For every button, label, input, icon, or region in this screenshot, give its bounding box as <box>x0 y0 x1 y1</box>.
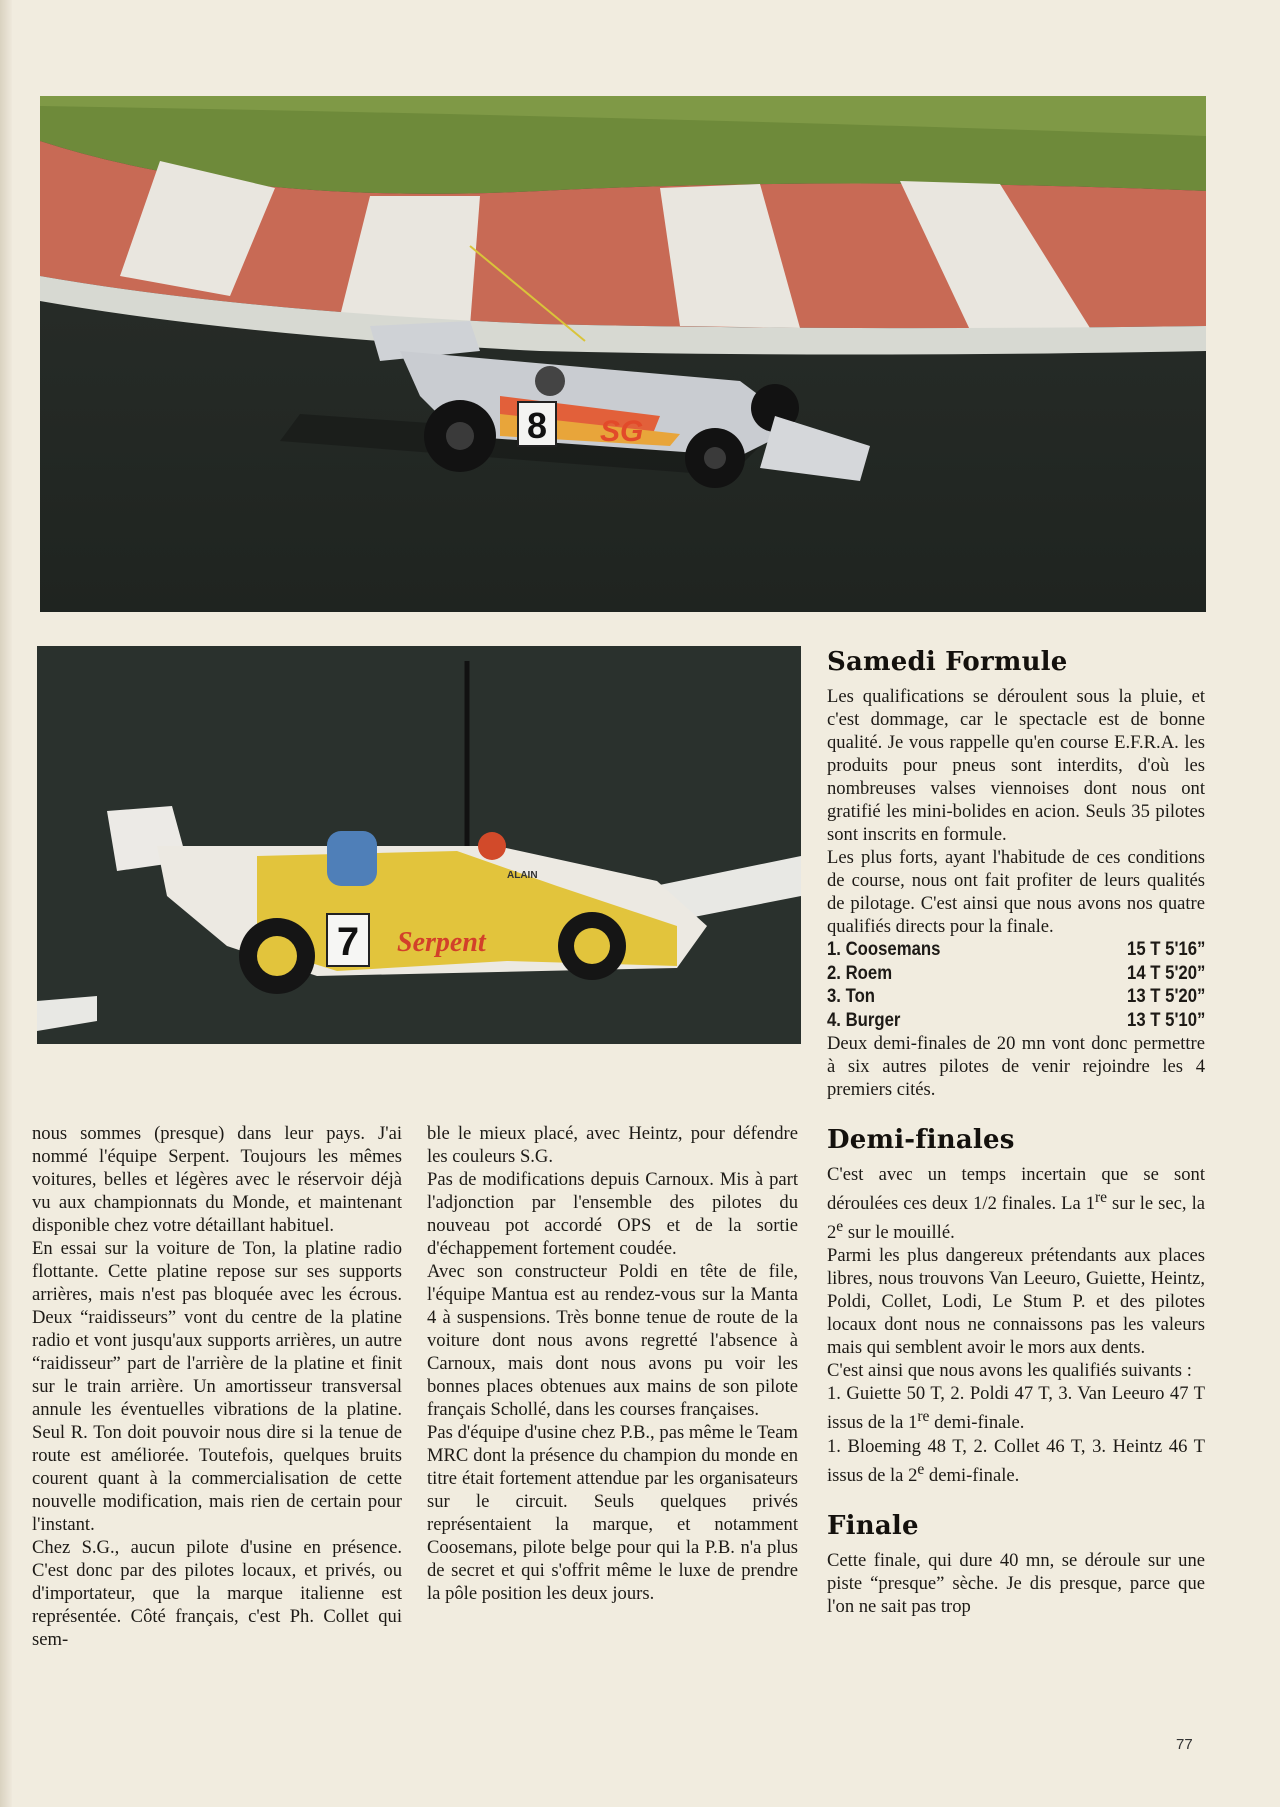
car-logo-sg: SG <box>600 415 644 448</box>
article-column-middle <box>427 1122 798 1605</box>
photo-sports-car-7 <box>37 646 801 1044</box>
paragraph: Deux demi-finales de 20 mn vont donc permettre à six autres pilotes de venir rejoindre les 4 premiers cités. <box>827 1033 1205 1100</box>
article-column-left <box>32 1122 402 1651</box>
qualification-results <box>827 938 1205 1032</box>
section-heading-finale: Finale <box>827 1510 919 1541</box>
paragraph: Avec son constructeur Poldi en tête de file, l'équipe Mantua est au rendez-vous sur la Manta 4 à suspensions. Très bonne tenue de route de la voiture dont nous avons regretté l'absence à Carnoux, mais dont nous avons pu voir les bonnes places obtenues aux mains de son pilote français Schollé, dans les courses françaises. <box>427 1261 798 1420</box>
article-column-right <box>827 645 1205 1618</box>
section-heading-demi-finales: Demi-finales <box>827 1125 1015 1155</box>
paragraph: 1. Guiette 50 T, 2. Poldi 47 T, 3. Van Leeuro 47 T issus de la 1re demi-finale. <box>827 1383 1205 1434</box>
paragraph: Pas d'équipe d'usine chez P.B., pas même le Team MRC dont la présence du champion du monde en titre était fortement attendue par les organisateurs sur le circuit. Seuls quelques privés représentaient la marque, et notamment Coosemans, pilote belge pour qui la P.B. n'a plus de secret et qui s'offrit même le luxe de prendre la pôle position les deux jours. <box>427 1422 798 1604</box>
paragraph: Les plus forts, ayant l'habitude de ces conditions de course, nous ont fait profiter de leurs qualités de pilotage. C'est ainsi que nous avons nos quatre qualifiés directs pour la finale. <box>827 847 1205 937</box>
paragraph: Parmi les plus dangereux prétendants aux places libres, nous trouvons Van Leeuro, Guiette, Heintz, Poldi, Collet, Lodi, Le Stum P. et des pilotes locaux dont nous ne connaissons pas les valeurs mais qui semblent avoir le mors aux dents. <box>827 1245 1205 1359</box>
paragraph: C'est avec un temps incertain que se sont déroulées ces deux 1/2 finales. La 1re sur le sec, la 2e sur le mouillé. <box>827 1164 1205 1244</box>
paragraph: 1. Bloeming 48 T, 2. Collet 46 T, 3. Heintz 46 T issus de la 2e demi-finale. <box>827 1435 1205 1486</box>
paragraph: Cette finale, qui dure 40 mn, se déroule sur une piste “presque” sèche. Je dis presque, parce que l'on ne sait pas trop <box>827 1549 1205 1617</box>
page-binding-edge <box>0 0 12 1807</box>
paragraph: nous sommes (presque) dans leur pays. J'ai nommé l'équipe Serpent. Toujours les mêmes voitures, belles et légères avec le réservoir déjà vu aux championnats du Monde, et maintenant disponible chez votre détaillant habituel. <box>32 1123 402 1236</box>
result-row: 3. Ton 13 T 5'20” <box>827 986 1206 1007</box>
paragraph: ble le mieux placé, avec Heintz, pour défendre les couleurs S.G. <box>427 1123 798 1167</box>
result-row: 1. Coosemans 15 T 5'16” <box>827 939 1206 960</box>
car-logo-serpent: Serpent <box>397 927 486 958</box>
section-heading-samedi-formule: Samedi Formule <box>827 647 1068 677</box>
page-number: 77 <box>1176 1736 1193 1753</box>
car-number-8: 8 <box>526 405 548 446</box>
car-driver-label: ALAIN <box>507 870 538 881</box>
paragraph: Pas de modifications depuis Carnoux. Mis à part l'adjonction par l'ensemble des pilotes du nouveau pot accordé OPS et de la sortie d'échappement fortement coudée. <box>427 1169 798 1259</box>
paragraph: Les qualifications se déroulent sous la pluie, et c'est dommage, car le spectacle est de bonne qualité. Je vous rappelle qu'en course E.F.R.A. les produits pour pneus sont interdits, d'où les nombreuses valses viennoises dont nous ont gratifié les mini-bolides en acion. Seuls 35 pilotes sont inscrits en formule. <box>827 686 1205 845</box>
car-number-7: 7 <box>336 920 360 964</box>
paragraph: En essai sur la voiture de Ton, la platine radio flottante. Cette platine repose sur ses supports arrières, mais n'est pas bloquée avec les écrous. Deux “raidisseurs” vont du centre de la platine radio et vont jusqu'aux supports arrières, un autre “raidisseur” part de l'arrière de la platine et finit sur le train arrière. Un amortisseur transversal annule les éventuelles vibrations de la platine. Seul R. Ton doit pouvoir nous dire si la tenue de route est améliorée. Toutefois, quelques bruits courent quant à la commercialisation de cette nouvelle modification, mais rien de certain pour l'instant. <box>32 1238 402 1535</box>
photo-formula-car-8 <box>40 96 1206 612</box>
result-row: 4. Burger 13 T 5'10” <box>827 1009 1206 1031</box>
paragraph: Chez S.G., aucun pilote d'usine en présence. C'est donc par des pilotes locaux, et privés, ou d'importateur, que la marque italienne est représentée. Côté français, c'est Ph. Collet qui sem- <box>32 1537 402 1650</box>
paragraph: C'est ainsi que nous avons les qualifiés suivants : <box>827 1360 1192 1382</box>
result-row: 2. Roem 14 T 5'20” <box>827 962 1206 984</box>
